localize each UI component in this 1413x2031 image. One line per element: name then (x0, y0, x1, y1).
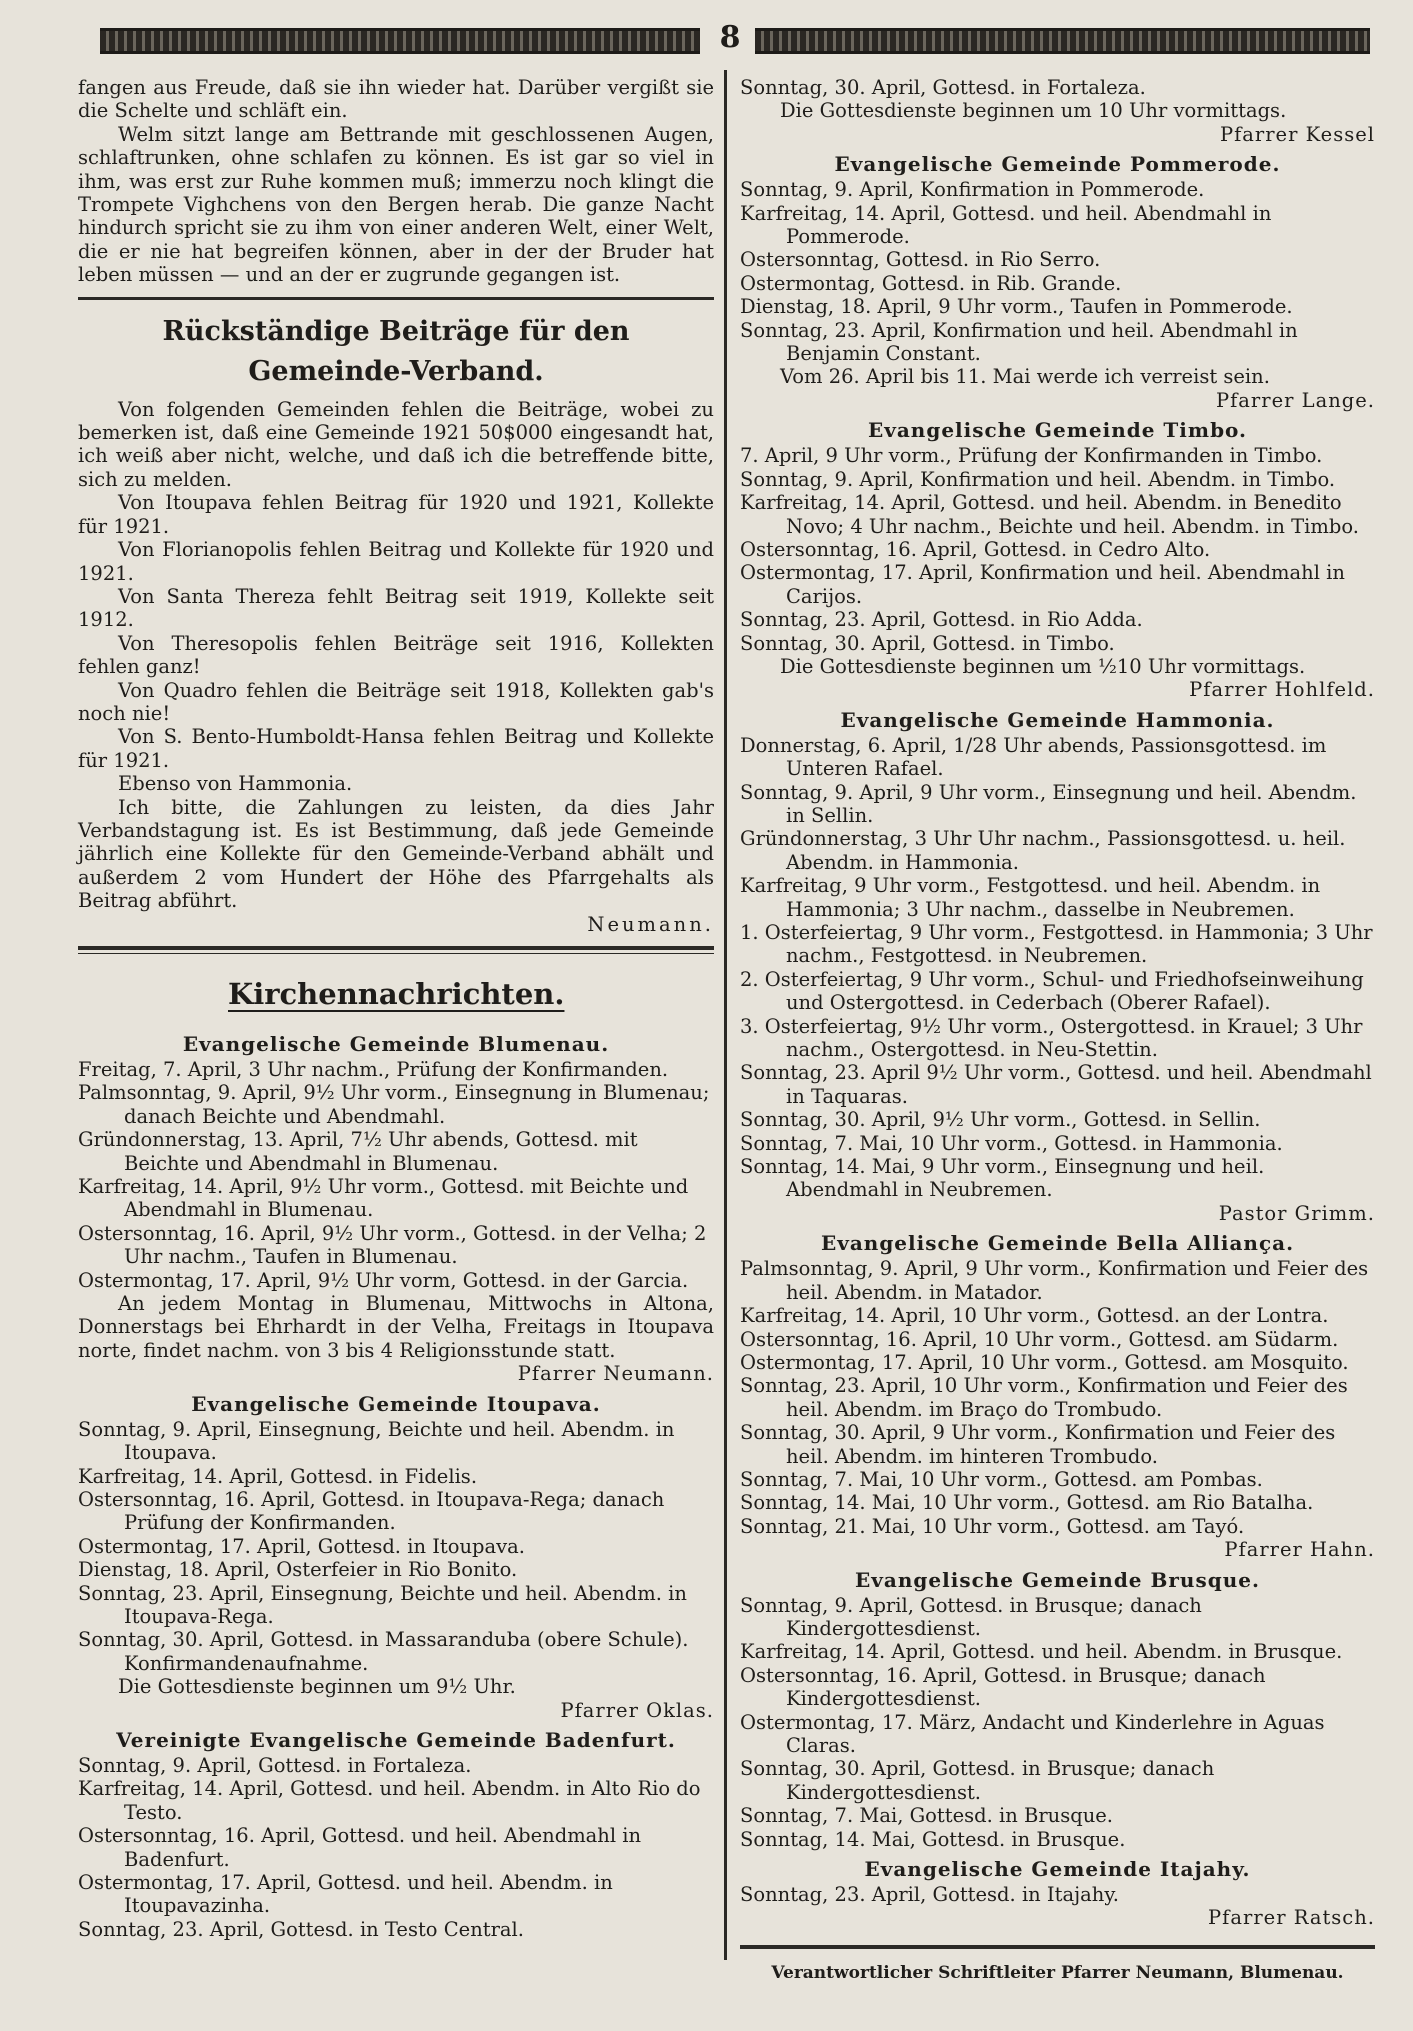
service-entry: Freitag, 7. April, 3 Uhr nachm., Prüfung der Konfirmanden. (78, 1058, 669, 1081)
service-entry: Karfreitag, 14. April, Gottesd. und heil. Abendmahl in Pommerode. (740, 201, 1272, 249)
parish-title: Evangelische Gemeinde Pommerode. (834, 152, 1281, 177)
service-entry: Sonntag, 23. April, Konfirmation und heil. Abendmahl in Benjamin Constant. (740, 318, 1298, 366)
page-header (100, 22, 1370, 56)
service-entry: Ostersonntag, 16. April, 9½ Uhr vorm., Gottesd. in der Velha; 2 Uhr nachm., Taufen in Blumenau. (78, 1221, 707, 1269)
parish-signature: Pfarrer Hohlfeld. (1189, 678, 1375, 702)
service-entry: Sonntag, 30. April, Gottesd. in Massaranduba (obere Schule). Konfirmandenaufnahme. (78, 1628, 689, 1675)
service-entry: Dienstag, 18. April, Osterfeier in Rio Bonito. (78, 1558, 518, 1582)
service-entry: Sonntag, 9. April, Konfirmation und heil. Abendm. in Timbo. (740, 467, 1336, 491)
blumenau-section (78, 1030, 714, 1386)
right-column (740, 76, 1375, 1930)
parish-title: Evangelische Gemeinde Bella Alliança. (820, 1231, 1295, 1256)
parish-title: Evangelische Gemeinde Itoupava. (191, 1391, 601, 1416)
parish-note: Die Gottesdienste beginnen um 9½ Uhr. (118, 1675, 516, 1699)
service-entry: 3. Osterfeiertag, 9½ Uhr vorm., Ostergottesd. in Krauel; 3 Uhr nachm., Ostergottesd. in Neu-Stettin. (740, 1014, 1363, 1062)
parish-signature: Pfarrer Oklas. (560, 1698, 714, 1722)
parish-signature: Pfarrer Ratsch. (1208, 1906, 1375, 1930)
parish-title: Evangelische Gemeinde Timbo. (867, 418, 1247, 443)
service-entry: Gründonnerstag, 3 Uhr Uhr nachm., Passionsgottesd. u. heil. Abendm. in Hammonia. (740, 827, 1346, 874)
service-entry: Sonntag, 14. Mai, Gottesd. in Brusque. (740, 1827, 1126, 1851)
service-entry: Sonntag, 14. Mai, 9 Uhr vorm., Einsegnung und heil. Abendmahl in Neubremen. (740, 1155, 1265, 1202)
service-entry: Karfreitag, 14. April, 10 Uhr vorm., Gottesd. an der Lontra. (740, 1304, 1329, 1328)
service-entry: Sonntag, 9. April, Gottesd. in Brusque; danach Kindergottesdienst. (740, 1593, 1202, 1640)
service-entry: Sonntag, 9. April, Konfirmation in Pommerode. (740, 178, 1205, 202)
service-entry: Ostersonntag, 16. April, Gottesd. in Cedro Alto. (740, 537, 1211, 561)
beitraege-article (78, 312, 714, 936)
timbo-section (740, 416, 1375, 701)
service-entry: Sonntag, 30. April, Gottesd. in Brusque; danach Kindergottesdienst. (740, 1757, 1215, 1804)
service-entry: Ostersonntag, Gottesd. in Rio Serro. (740, 248, 1101, 272)
page-number: 8 (719, 20, 741, 55)
service-entry: Ostermontag, 17. April, 9½ Uhr vorm, Gottesd. in der Garcia. (78, 1268, 689, 1292)
section-title: Kirchennachrichten. (228, 977, 565, 1011)
section-rule (78, 946, 714, 954)
service-entry: Sonntag, 21. Mai, 10 Uhr vorm., Gottesd. am Tayó. (740, 1514, 1245, 1538)
parish-signature: Pastor Grimm. (1218, 1201, 1375, 1225)
service-entry: Karfreitag, 14. April, 9½ Uhr vorm., Gottesd. mit Beichte und Abendmahl in Blumenau. (78, 1175, 689, 1222)
service-entry: Ostersonntag, 16. April, Gottesd. und heil. Abendmahl in Badenfurt. (78, 1824, 642, 1871)
service-entry: Ostersonntag, 16. April, 10 Uhr vorm., Gottesd. am Südarm. (740, 1327, 1339, 1351)
article-paragraph: Von folgenden Gemeinden fehlen die Beiträge, wobei zu bemerken ist, daß eine Gemeinde 1921 50$000 eingesandt hat, ich weiß aber nicht, welche, und daß ich die betreffende bitte, sich zu melden. (78, 397, 714, 491)
service-entry: 1. Osterfeiertag, 9 Uhr vorm., Festgottesd. in Hammonia; 3 Uhr nachm., Festgottesd. in Neubremen. (740, 921, 1373, 968)
service-entry: Ostermontag, 17. April, Konfirmation und heil. Abendmahl in Carijos. (740, 561, 1345, 608)
parish-title: Evangelische Gemeinde Itajahy. (864, 1857, 1251, 1882)
parish-title: Vereinigte Evangelische Gemeinde Badenfurt. (116, 1727, 676, 1752)
parish-signature: Pfarrer Lange. (1215, 388, 1375, 412)
service-entry: Palmsonntag, 9. April, 9½ Uhr vorm., Einsegnung in Blumenau; danach Beichte und Abendmahl. (78, 1081, 710, 1128)
service-entry: Sonntag, 23. April, Einsegnung, Beichte und heil. Abendm. in Itoupava-Rega. (78, 1581, 687, 1628)
service-entry: Sonntag, 23. April 9½ Uhr vorm., Gottesd. und heil. Abendmahl in Taquaras. (740, 1061, 1372, 1108)
service-entry: Sonntag, 9. April, Einsegnung, Beichte und heil. Abendm. in Itoupava. (78, 1417, 675, 1465)
story-continuation: fangen aus Freude, daß sie ihn wieder hat. Darüber vergißt sie die Schelte und schläft ein. (78, 76, 714, 123)
service-entry: Gründonnerstag, 13. April, 7½ Uhr abends, Gottesd. mit Beichte und Abendmahl in Blumenau. (78, 1128, 638, 1175)
service-entry: Karfreitag, 14. April, Gottesd. in Fidelis. (78, 1464, 478, 1488)
service-entry: Sonntag, 7. Mai, 10 Uhr vorm., Gottesd. am Pombas. (740, 1467, 1263, 1491)
hammonia-section (740, 706, 1375, 1226)
article-paragraph: Von Theresopolis fehlen Beiträge seit 1916, Kollekten fehlen ganz! (78, 631, 714, 679)
service-entry: Donnerstag, 6. April, 1/28 Uhr abends, Passionsgottesd. im Unteren Rafael. (740, 733, 1327, 781)
parish-note: Die Gottesdienste beginnen um 10 Uhr vormittags. (780, 99, 1287, 123)
service-entry: Sonntag, 23. April, Gottesd. in Itajahy. (740, 1883, 1119, 1907)
section-rule (78, 297, 714, 300)
service-entry: Sonntag, 7. Mai, Gottesd. in Brusque. (740, 1804, 1113, 1828)
article-paragraph: Von Quadro fehlen die Beiträge seit 1918, Kollekten gab's noch nie! (78, 678, 714, 725)
service-entry: Sonntag, 23. April, Gottesd. in Testo Central. (78, 1917, 524, 1941)
service-entry: Palmsonntag, 9. April, 9 Uhr vorm., Konfirmation und Feier des heil. Abendm. in Matador. (740, 1257, 1369, 1304)
left-column (78, 76, 714, 1941)
service-entry: Sonntag, 30. April, 9 Uhr vorm., Konfirmation und Feier des heil. Abendm. im hinteren Trombudo. (740, 1421, 1336, 1468)
parish-title: Evangelische Gemeinde Blumenau. (182, 1032, 610, 1056)
itajahy-section (740, 1855, 1375, 1930)
parish-note: Vom 26. April bis 11. Mai werde ich verreist sein. (780, 365, 1270, 389)
pommerode-section (740, 150, 1375, 412)
parish-title: Evangelische Gemeinde Brusque. (855, 1567, 1260, 1592)
article-signature: Neumann. (587, 912, 714, 936)
parish-signature: Pfarrer Hahn. (1224, 1538, 1375, 1562)
parish-signature: Pfarrer Neumann. (517, 1362, 714, 1386)
service-entry: Sonntag, 23. April, Gottesd. in Rio Adda. (740, 608, 1143, 632)
service-entry: Sonntag, 30. April, 9½ Uhr vorm., Gottesd. in Sellin. (740, 1108, 1261, 1132)
parish-title: Evangelische Gemeinde Hammonia. (840, 707, 1275, 732)
itoupava-section (78, 1390, 714, 1722)
column-divider (724, 70, 727, 1960)
article-paragraph: Ich bitte, die Zahlungen zu leisten, da dies Jahr Verbandstagung ist. Es ist Bestimmung, daß jede Gemeinde jährlich eine Kollekte für den Gemeinde-Verband abhält und außerdem 2 vom Hundert der Höhe des Pfarrgehalts als Beitrag abführt. (78, 795, 714, 913)
service-entry: Sonntag, 9. April, 9 Uhr vorm., Einsegnung und heil. Abendm. in Sellin. (740, 780, 1357, 827)
imprint-footer: Verantwortlicher Schriftleiter Pfarrer Neumann, Blumenau. (740, 1945, 1375, 1983)
article-paragraph: Von Santa Thereza fehlt Beitrag seit 1919, Kollekte seit 1912. (78, 584, 714, 632)
service-entry: Karfreitag, 9 Uhr vorm., Festgottesd. und heil. Abendm. in Hammonia; 3 Uhr nachm., dasselbe in Neubremen. (740, 874, 1321, 921)
service-entry: Ostersonntag, 16. April, Gottesd. in Itoupava-Rega; danach Prüfung der Konfirmanden. (78, 1487, 665, 1535)
service-entry: Sonntag, 7. Mai, 10 Uhr vorm., Gottesd. in Hammonia. (740, 1131, 1283, 1155)
service-entry: 7. April, 9 Uhr vorm., Prüfung der Konfirmanden in Timbo. (740, 444, 1323, 468)
article-paragraph: Von Florianopolis fehlen Beitrag und Kollekte für 1920 und 1921. (78, 538, 714, 585)
service-entry: Ostermontag, 17. April, Gottesd. und heil. Abendm. in Itoupavazinha. (78, 1871, 613, 1918)
article-paragraph: Von Itoupava fehlen Beitrag für 1920 und 1921, Kollekte für 1921. (78, 491, 714, 538)
badenfurt-continued (740, 76, 1375, 146)
parish-note: Die Gottesdienste beginnen um ½10 Uhr vormittags. (780, 654, 1306, 678)
article-title: Rückständige Beiträge für den Gemeinde-Verband. (162, 315, 630, 387)
service-entry: Karfreitag, 14. April, Gottesd. und heil. Abendm. in Brusque. (740, 1640, 1343, 1664)
service-entry: Ostermontag, 17. März, Andacht und Kinderlehre in Aguas Claras. (740, 1710, 1325, 1757)
service-entry: Sonntag, 14. Mai, 10 Uhr vorm., Gottesd. am Rio Batalha. (740, 1491, 1314, 1515)
header-ornament-right (755, 28, 1370, 54)
service-entry: Sonntag, 23. April, 10 Uhr vorm., Konfirmation und Feier des heil. Abendm. im Braço do Trombudo. (740, 1374, 1348, 1421)
brusque-section (740, 1566, 1375, 1851)
service-entry: Dienstag, 18. April, 9 Uhr vorm., Taufen in Pommerode. (740, 295, 1293, 319)
service-entry: Karfreitag, 14. April, Gottesd. und heil. Abendm. in Alto Rio do Testo. (78, 1777, 701, 1824)
story-continuation: Welm sitzt lange am Bettrande mit geschlossenen Augen, schlaftrunken, ohne schlafen zu können. Es ist gar so viel in ihm, was erst zur Ruhe kommen muß; immerzu noch klingt die Trompete Vighchens von den Bergen herab. Die ganze Nacht hindurch spricht sie zu ihm von einer anderen Welt, einer Welt, die er nie hat begreifen können, aber in der der Bruder hat leben müssen — und an der er zugrunde gegangen ist. (78, 122, 714, 287)
article-paragraph: Ebenso von Hammonia. (118, 772, 353, 796)
service-entry: 2. Osterfeiertag, 9 Uhr vorm., Schul- und Friedhofseinweihung und Ostergottesd. in Cederbach (Oberer Rafael). (740, 967, 1364, 1015)
service-entry: Ostersonntag, 16. April, Gottesd. in Brusque; danach Kindergottesdienst. (740, 1663, 1266, 1711)
header-ornament-left (100, 28, 700, 54)
service-entry: Ostermontag, 17. April, 10 Uhr vorm., Gottesd. am Mosquito. (740, 1350, 1349, 1374)
parish-signature: Pfarrer Kessel (1219, 122, 1375, 146)
service-entry: Sonntag, 9. April, Gottesd. in Fortaleza. (78, 1753, 472, 1777)
badenfurt-section (78, 1726, 714, 1941)
parish-note: An jedem Montag in Blumenau, Mittwochs in Altona, Donnerstags bei Ehrhardt in der Velha, Freitags in Itoupava norte, findet nachm. von 3 bis 4 Religionsstunde statt. (78, 1292, 714, 1362)
service-entry: Ostermontag, Gottesd. in Rib. Grande. (740, 271, 1122, 295)
service-entry: Ostermontag, 17. April, Gottesd. in Itoupava. (78, 1534, 525, 1558)
service-entry: Karfreitag, 14. April, Gottesd. und heil. Abendm. in Benedito Novo; 4 Uhr nachm., Beichte und heil. Abendm. in Timbo. (740, 491, 1359, 538)
bella-alliança-section (740, 1229, 1375, 1561)
article-paragraph: Von S. Bento-Humboldt-Hansa fehlen Beitrag und Kollekte für 1921. (78, 725, 714, 772)
service-entry: Sonntag, 30. April, Gottesd. in Fortaleza. (740, 76, 1146, 99)
service-entry: Sonntag, 30. April, Gottesd. in Timbo. (740, 631, 1115, 655)
